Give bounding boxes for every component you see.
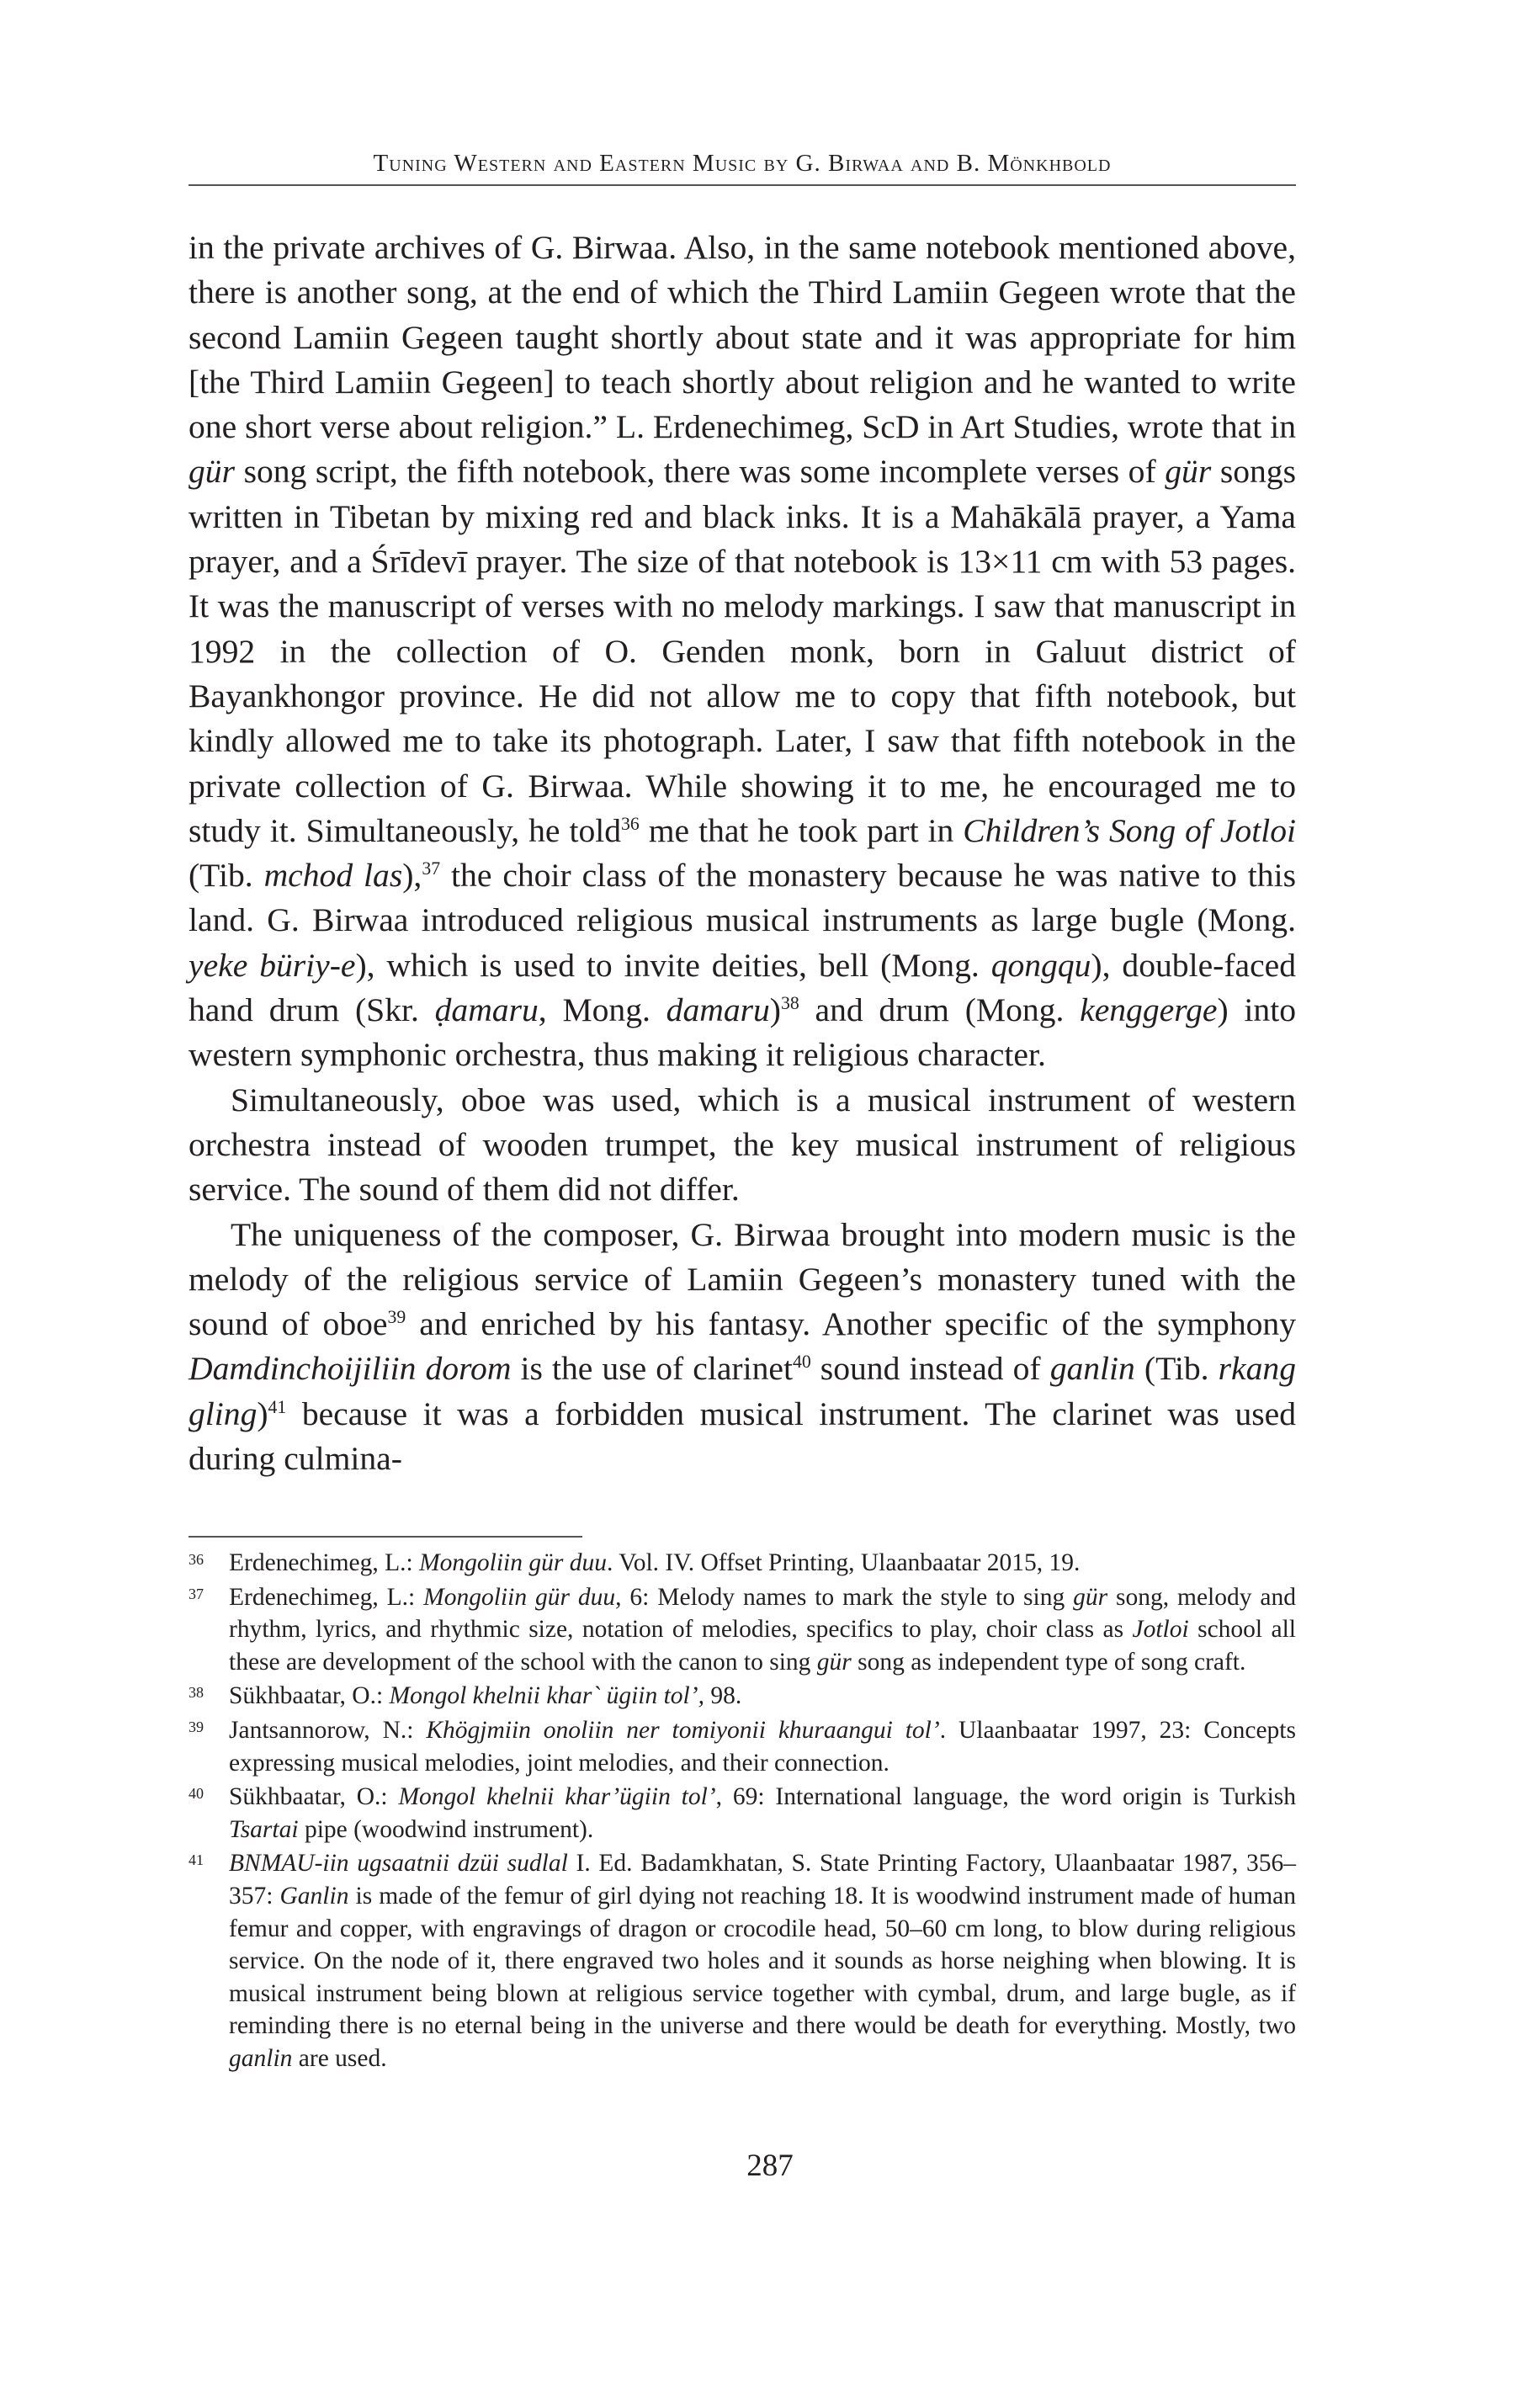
footnote-number: 36 [189,1551,204,1568]
footnote-rule [189,1536,582,1538]
text-run: ) into western symphonic orchestra, thus making it religious character. [189,991,1296,1074]
italic-term: Damdinchoijiliin dorom [189,1350,512,1388]
italic-term: Tsartai [229,1815,299,1843]
text-run: me that he took part in [639,811,964,849]
footnote-ref-38[interactable]: 38 [780,992,799,1013]
text-run: song, melody and rhythm, lyrics, and rhythmic size, notation of melodies, specifics to play, choir class as [229,1583,1297,1644]
text-run: , Mong. [538,991,666,1029]
footnote-ref-39[interactable]: 39 [387,1306,406,1327]
footnote-number: 41 [189,1851,204,1869]
footnote-number: 37 [189,1585,204,1602]
italic-title: Mongoliin gür duu [419,1549,607,1576]
footnote-38 [189,1680,1296,1713]
text-run: the choir class of the monastery because he was native to this land. G. Birwaa introduced religious musical instruments as large bugle (Mong. [189,857,1296,939]
italic-term: kenggerge [1080,991,1218,1029]
paragraph-2: Simultaneously, oboe was used, which is a musical instrument of western orchestra instead of wooden trumpet, the key musical instrument of religious service. The sound of them did not differ. [189,1081,1296,1208]
italic-term: gür [1165,453,1212,491]
italic-term: gür [816,1648,852,1676]
text-run: song script, the fifth notebook, there was some incomplete verses of [234,453,1166,491]
main-text [189,226,1296,1481]
text-run: and drum (Mong. [799,991,1081,1029]
text-run: Sükhbaatar, O.: [229,1783,399,1811]
text-run: I. Ed. Badamkhatan, S. State Printing Factory, Ulaanbaatar 1987, 356–357: [229,1850,1296,1910]
text-run: in the private archives of G. Birwaa. Also, in the same notebook mentioned above, there is another song, at the end of which the Third Lamiin Gegeen wrote that the second Lamiin Gegeen taught shortly about state and it was appropriate for him [the Third Lamiin Gegeen] to teach shortly about religion and he wanted to write one short verse about religion.” L. Erdenechimeg, ScD in Art Studies, wrote that in [189,229,1296,446]
italic-term: gür [189,453,235,491]
italic-term: mchod las [263,857,403,895]
italic-term: ganlin [1049,1350,1135,1388]
italic-term: rkang gling [189,1350,1296,1432]
text-run: , 69: International language, the word origin is Turkish [715,1783,1296,1811]
footnote-ref-36[interactable]: 36 [621,813,640,834]
italic-term: damaru [666,991,770,1029]
text-run: 98. [704,1682,742,1710]
footnote-ref-40[interactable]: 40 [792,1352,811,1373]
footnote-number: 40 [189,1785,204,1803]
text-run: Erdenechimeg, L.: [229,1583,424,1611]
italic-term: ḍamaru [434,991,539,1029]
italic-term: Children’s Song of Jotloi [963,811,1297,849]
page-number: 287 [746,2149,794,2183]
italic-term: Ganlin [279,1882,349,1910]
italic-term: yeke büriy-e [189,946,356,984]
paragraph-1 [189,226,1296,1078]
italic-title: BNMAU-iin ugsaatnii dzüi sudlal [229,1850,568,1878]
text-run: (Tib. [189,857,264,895]
text-run: . Ulaanbaatar 1997, 23: Concepts expressing musical melodies, joint melodies, and their connection. [229,1716,1296,1777]
italic-term: Jotloi [1132,1616,1189,1644]
header-rule [189,184,1296,186]
text-run: and enriched by his fantasy. Another specific of the symphony [406,1305,1296,1343]
footnote-37 [189,1581,1296,1679]
text-run: , 6: Melody names to mark the style to sing [615,1583,1074,1611]
text-run: Sükhbaatar, O.: [229,1682,390,1710]
text-run: ), [402,857,422,895]
footnote-number: 39 [189,1718,204,1735]
footnote-ref-37[interactable]: 37 [422,858,441,879]
italic-term: qongqu [990,946,1091,984]
text-run: Jantsannorow, N.: [229,1716,427,1744]
italic-term: gür [1073,1583,1108,1611]
italic-title: Mongol khelnii khar’ügiin tol’ [398,1783,716,1811]
text-run: ) [257,1394,268,1432]
footnote-39 [189,1714,1296,1779]
text-run: is the use of clarinet [511,1350,793,1388]
text-run: Erdenechimeg, L.: [229,1549,420,1576]
footnotes [189,1547,1296,2077]
text-run: are used. [292,2044,387,2072]
italic-title: Mongoliin gür duu [423,1583,616,1611]
italic-title: Mongol khelnii khar` ügiin tol’, [389,1682,704,1710]
text-run: songs written in Tibetan by mixing red and black inks. It is a Mahākālā prayer, a Yama prayer, and a Śrīdevī prayer. The size of that notebook is 13×11 cm with 53 pages. It was the manuscript of verses with no melody markings. I saw that manuscript in 1992 in the collection of O. Genden monk, born in Galuut district of Bayankhongor province. He did not allow me to copy that fifth notebook, but kindly allowed me to take its photograph. Later, I saw that fifth notebook in the private collection of G. Birwaa. While showing it to me, he encouraged me to study it. Simultaneously, he told [189,453,1296,849]
text-run: song as independent type of song craft. [851,1648,1246,1676]
footnote-36 [189,1547,1296,1580]
footnote-41 [189,1847,1296,2074]
italic-title: Khögjmiin onoliin ner tomiyonii khuraangui tol’ [426,1716,940,1744]
running-header: Tuning Western and Eastern Music by G. Birwaa and B. Mönkhbold [373,150,1112,177]
footnote-ref-41[interactable]: 41 [268,1396,287,1417]
text-run: (Tib. [1134,1350,1219,1388]
text-run: ), which is used to invite deities, bell (Mong. [355,946,991,984]
footnote-number: 38 [189,1684,204,1702]
text-run: school all these are development of the school with the canon to sing [229,1616,1296,1676]
text-run: pipe (woodwind instrument). [298,1815,594,1843]
text-run: ) [769,991,781,1029]
text-run: sound instead of [810,1350,1050,1388]
text-run: . Vol. IV. Offset Printing, Ulaanbaatar 2015, 19. [606,1549,1081,1576]
italic-term: ganlin [229,2044,293,2072]
text-run: The uniqueness of the composer, G. Birwaa brought into modern music is the melody of the religious service of Lamiin Gegeen’s monastery tuned with the sound of oboe [189,1215,1296,1343]
text-run: ), double-faced hand drum (Skr. [189,946,1296,1029]
text-run: because it was a forbidden musical instrument. The clarinet was used during culmina- [189,1394,1296,1478]
text-run: is made of the femur of girl dying not reaching 18. It is woodwind instrument made of human femur and copper, with engravings of dragon or crocodile head, 50–60 cm long, to blow during religious service. On the node of it, there engraved two holes and it sounds as horse neighing when blowing. It is musical instrument being blown at religious service together with cymbal, drum, and large bugle, as if reminding there is no eternal being in the universe and there would be death for everything. Mostly, two [229,1882,1296,2040]
footnote-40 [189,1781,1296,1846]
paragraph-3 [189,1213,1296,1482]
